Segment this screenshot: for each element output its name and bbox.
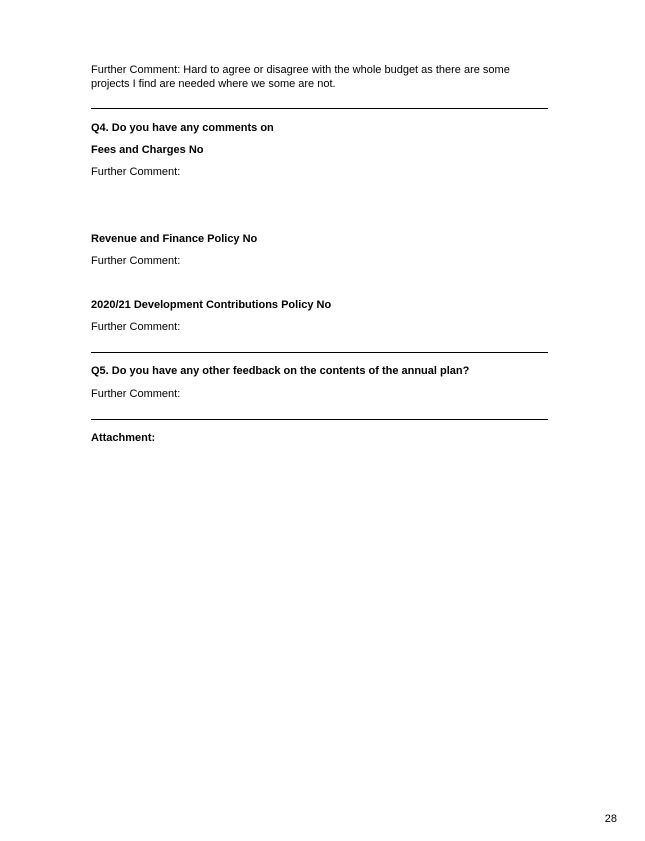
revenue-finance-policy-label: Revenue and Finance Policy No [91, 233, 258, 245]
fees-further-comment: Further Comment: [91, 166, 181, 178]
further-comment-line-1: Further Comment: Hard to agree or disagree with the whole budget as there are some [91, 64, 510, 76]
q5-heading: Q5. Do you have any other feedback on the contents of the annual plan? [91, 365, 470, 377]
q5-further-comment: Further Comment: [91, 388, 181, 400]
development-further-comment: Further Comment: [91, 321, 181, 333]
further-comment-line-2: projects I find are needed where we some are not. [91, 78, 336, 90]
revenue-further-comment: Further Comment: [91, 255, 181, 267]
development-contributions-label: 2020/21 Development Contributions Policy No [91, 299, 332, 311]
divider-rule [91, 419, 548, 420]
q4-heading: Q4. Do you have any comments on [91, 122, 274, 134]
fees-and-charges-label: Fees and Charges No [91, 144, 204, 156]
attachment-label: Attachment: [91, 432, 156, 444]
page-number: 28 [604, 813, 617, 825]
divider-rule [91, 108, 548, 109]
divider-rule [91, 352, 548, 353]
